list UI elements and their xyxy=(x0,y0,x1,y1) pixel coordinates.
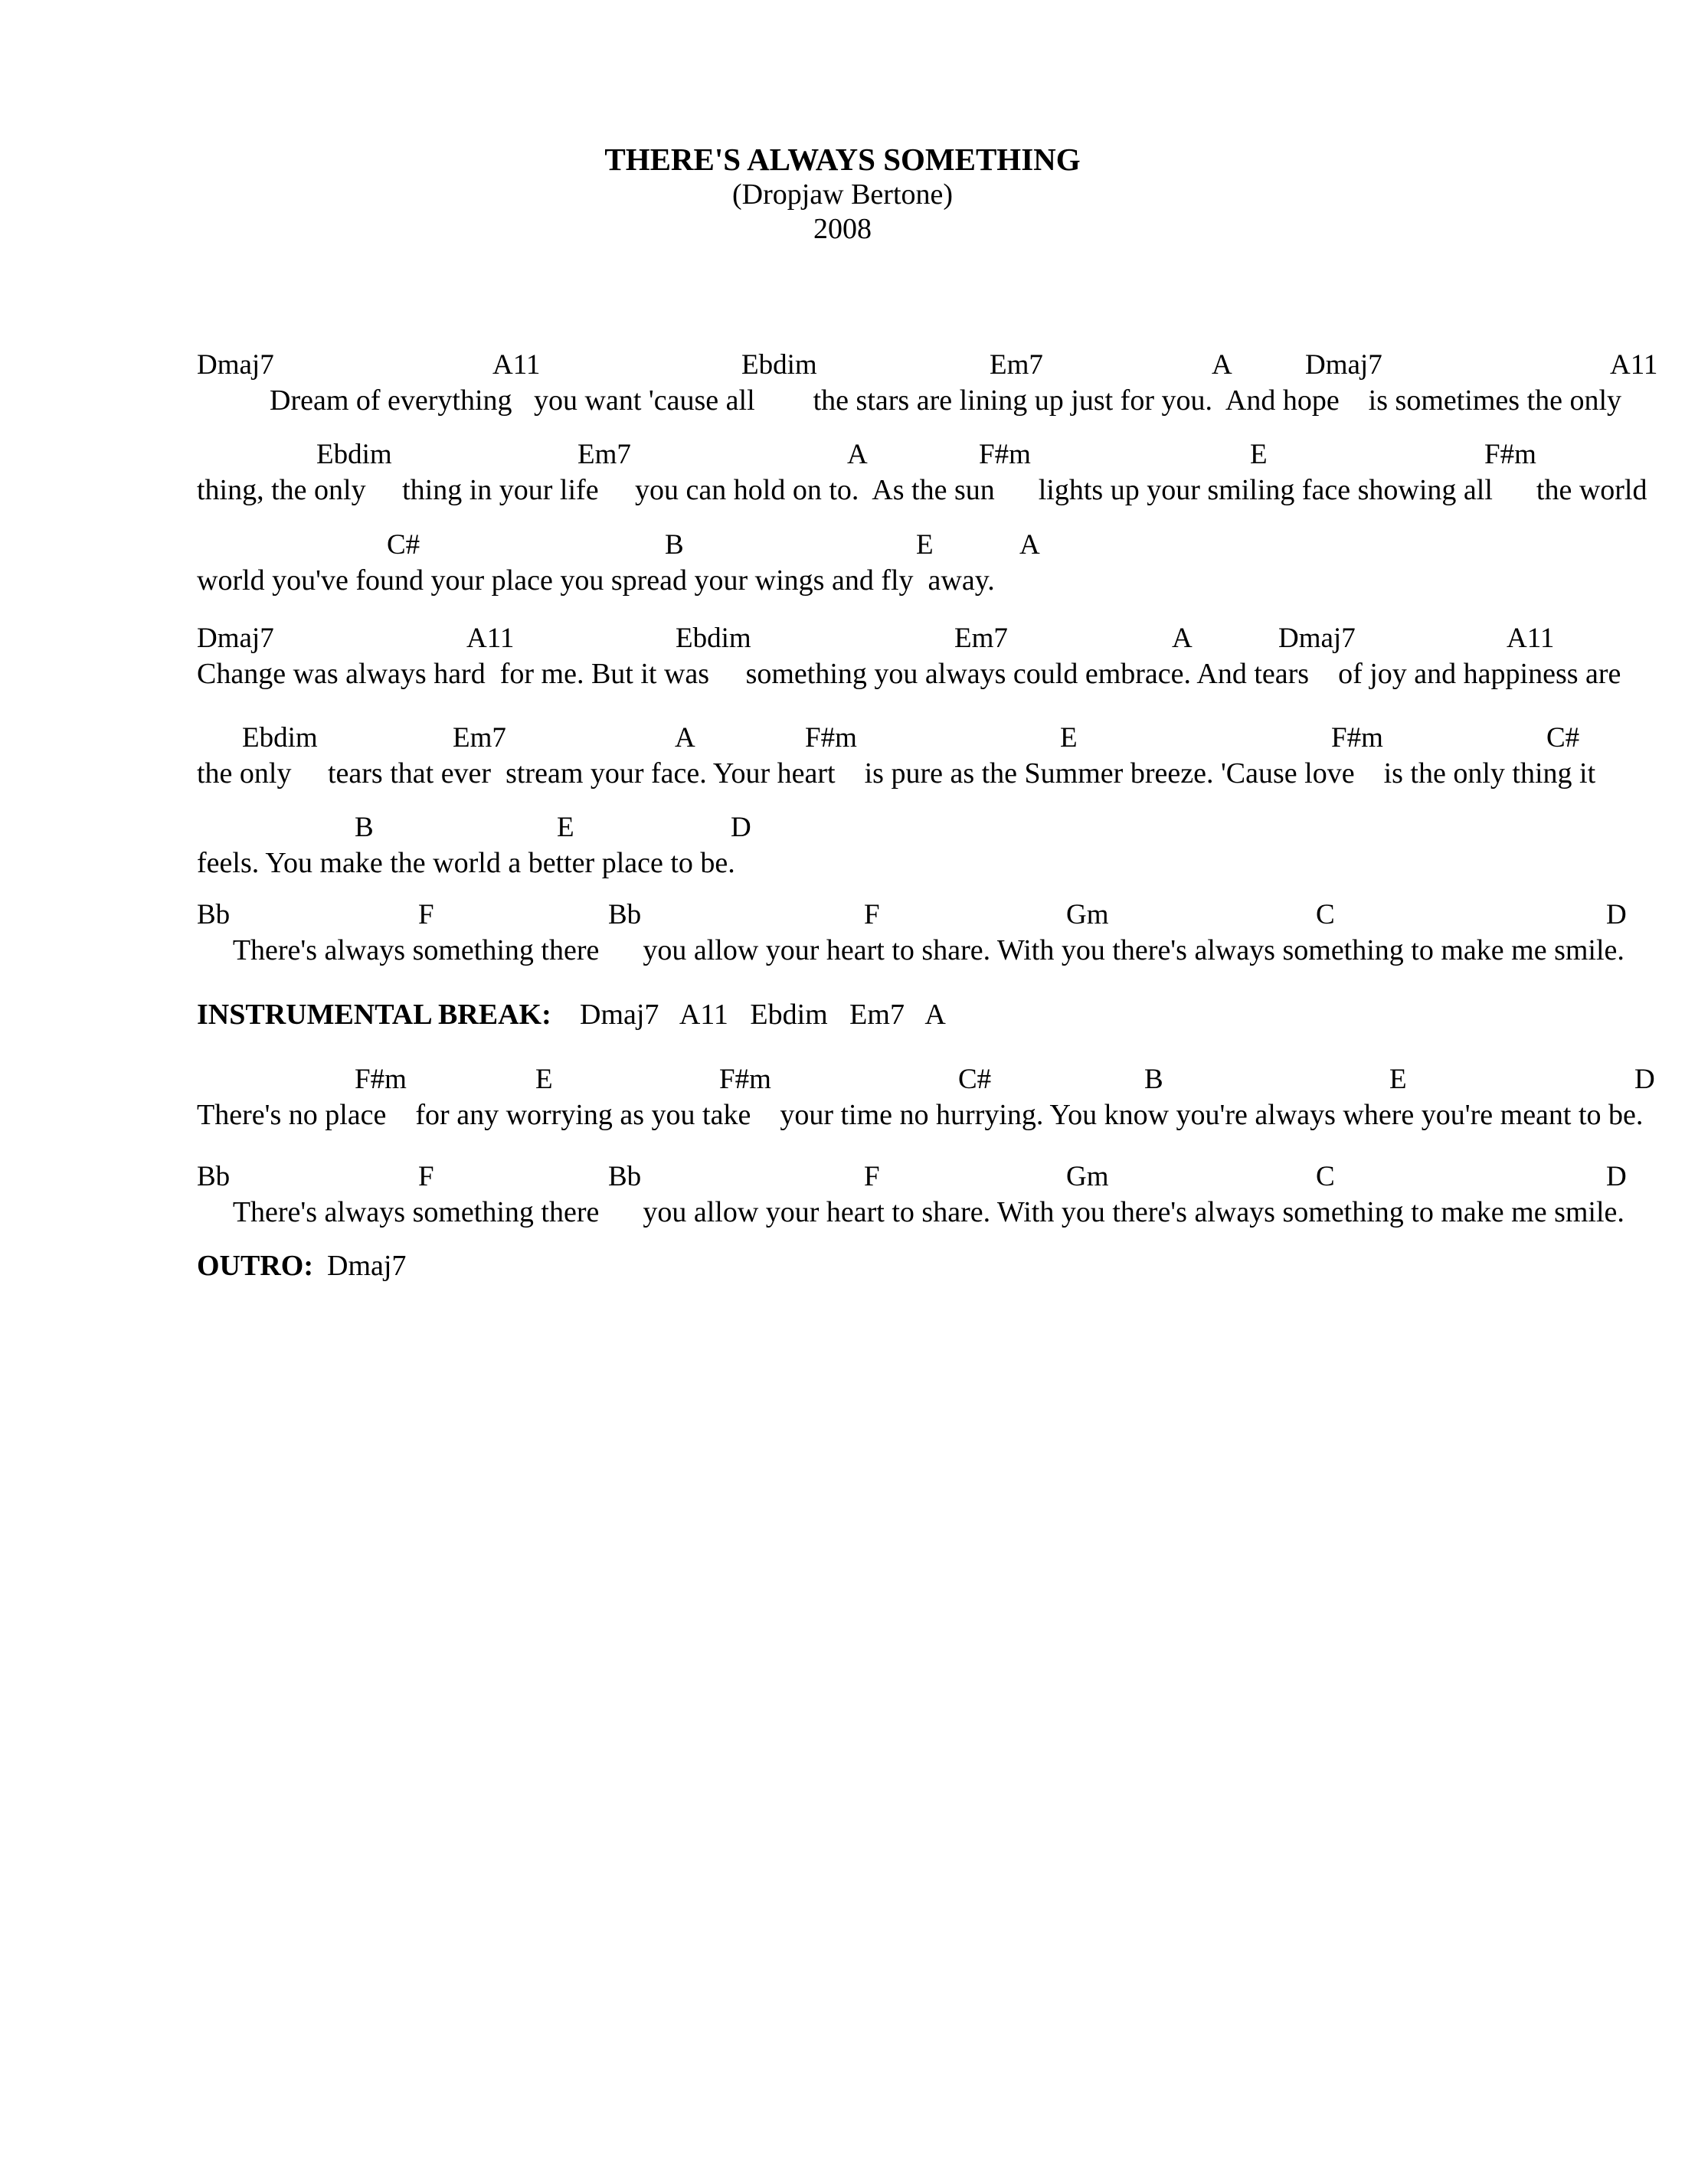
chord: B xyxy=(355,812,374,843)
instrumental-chords: Dmaj7 A11 Ebdim Em7 A xyxy=(580,999,946,1031)
chord: Bb xyxy=(608,1161,642,1192)
lyric-line: Change was always hard for me. But it was something you always could embrace. And tears of joy and happiness are xyxy=(197,658,1621,690)
chord: D xyxy=(1606,899,1627,930)
lyric-line: world you've found your place you spread your wings and fly away. xyxy=(197,564,995,597)
chord: F xyxy=(864,1161,880,1192)
chord: A xyxy=(675,722,695,754)
chord: Em7 xyxy=(990,349,1043,381)
chord: F#m xyxy=(355,1064,407,1095)
chord: Ebdim xyxy=(316,439,392,470)
instrumental-break-label: INSTRUMENTAL BREAK: xyxy=(197,999,551,1031)
chord: A11 xyxy=(1507,623,1555,654)
chord: B xyxy=(665,529,684,561)
chord: Ebdim xyxy=(676,623,751,654)
song-year: 2008 xyxy=(813,213,872,245)
chord: Bb xyxy=(197,1161,231,1192)
chord: F#m xyxy=(719,1064,771,1095)
chord: Dmaj7 xyxy=(1278,623,1356,654)
chord: Em7 xyxy=(453,722,506,754)
chord: E xyxy=(1060,722,1078,754)
lyric-line: feels. You make the world a better place to be. xyxy=(197,847,735,879)
chord: B xyxy=(1144,1064,1163,1095)
chord: Bb xyxy=(197,899,231,930)
song-credit: (Dropjaw Bertone) xyxy=(731,178,954,211)
chord: Em7 xyxy=(577,439,631,470)
chord: C# xyxy=(1546,722,1580,754)
lyric-line: Dream of everything you want 'cause all the stars are lining up just for you. And hope is sometimes the only xyxy=(197,384,1622,417)
chord: Dmaj7 xyxy=(1305,349,1382,381)
chord: A xyxy=(1172,623,1193,654)
lyric-line: thing, the only thing in your life you can hold on to. As the sun lights up your smiling face showing all the world xyxy=(197,474,1647,506)
chord: Em7 xyxy=(954,623,1008,654)
chord: D xyxy=(731,812,751,843)
chord: E xyxy=(916,529,934,561)
chord: C xyxy=(1316,899,1335,930)
chord: A11 xyxy=(1610,349,1658,381)
chord: A xyxy=(1212,349,1232,381)
chord: A xyxy=(847,439,868,470)
outro-chords: Dmaj7 xyxy=(327,1250,407,1282)
chord: C# xyxy=(387,529,420,561)
lyric-line: There's always something there you allow your heart to share. With you there's always something to make me smile. xyxy=(197,934,1624,966)
chord: Gm xyxy=(1066,899,1109,930)
chord: Gm xyxy=(1066,1161,1109,1192)
lyric-line: There's no place for any worrying as you take your time no hurrying. You know you're always where you're meant to be. xyxy=(197,1099,1644,1131)
chord: A11 xyxy=(466,623,515,654)
chord: E xyxy=(1250,439,1268,470)
chord: C# xyxy=(958,1064,992,1095)
chord: A11 xyxy=(492,349,541,381)
chord: F#m xyxy=(1331,722,1383,754)
lyric-line: There's always something there you allow your heart to share. With you there's always something to make me smile. xyxy=(197,1196,1624,1228)
chord: A xyxy=(1019,529,1040,561)
chord: E xyxy=(557,812,574,843)
chord: Ebdim xyxy=(242,722,318,754)
chord: F#m xyxy=(979,439,1031,470)
chord: D xyxy=(1606,1161,1627,1192)
chord: F xyxy=(418,1161,434,1192)
chord: Dmaj7 xyxy=(197,349,274,381)
chord: F#m xyxy=(1484,439,1536,470)
chord: Bb xyxy=(608,899,642,930)
chord: F xyxy=(418,899,434,930)
chord: E xyxy=(1389,1064,1407,1095)
outro-label: OUTRO: xyxy=(197,1250,313,1282)
chord: Ebdim xyxy=(741,349,817,381)
chord: F xyxy=(864,899,880,930)
chord: C xyxy=(1316,1161,1335,1192)
chord: F#m xyxy=(805,722,857,754)
chord: Dmaj7 xyxy=(197,623,274,654)
song-title: THERE'S ALWAYS SOMETHING xyxy=(604,142,1081,177)
chord: D xyxy=(1634,1064,1655,1095)
chord: E xyxy=(535,1064,553,1095)
lyric-line: the only tears that ever stream your face. Your heart is pure as the Summer breeze. 'Cause love is the only thing it xyxy=(197,757,1596,790)
